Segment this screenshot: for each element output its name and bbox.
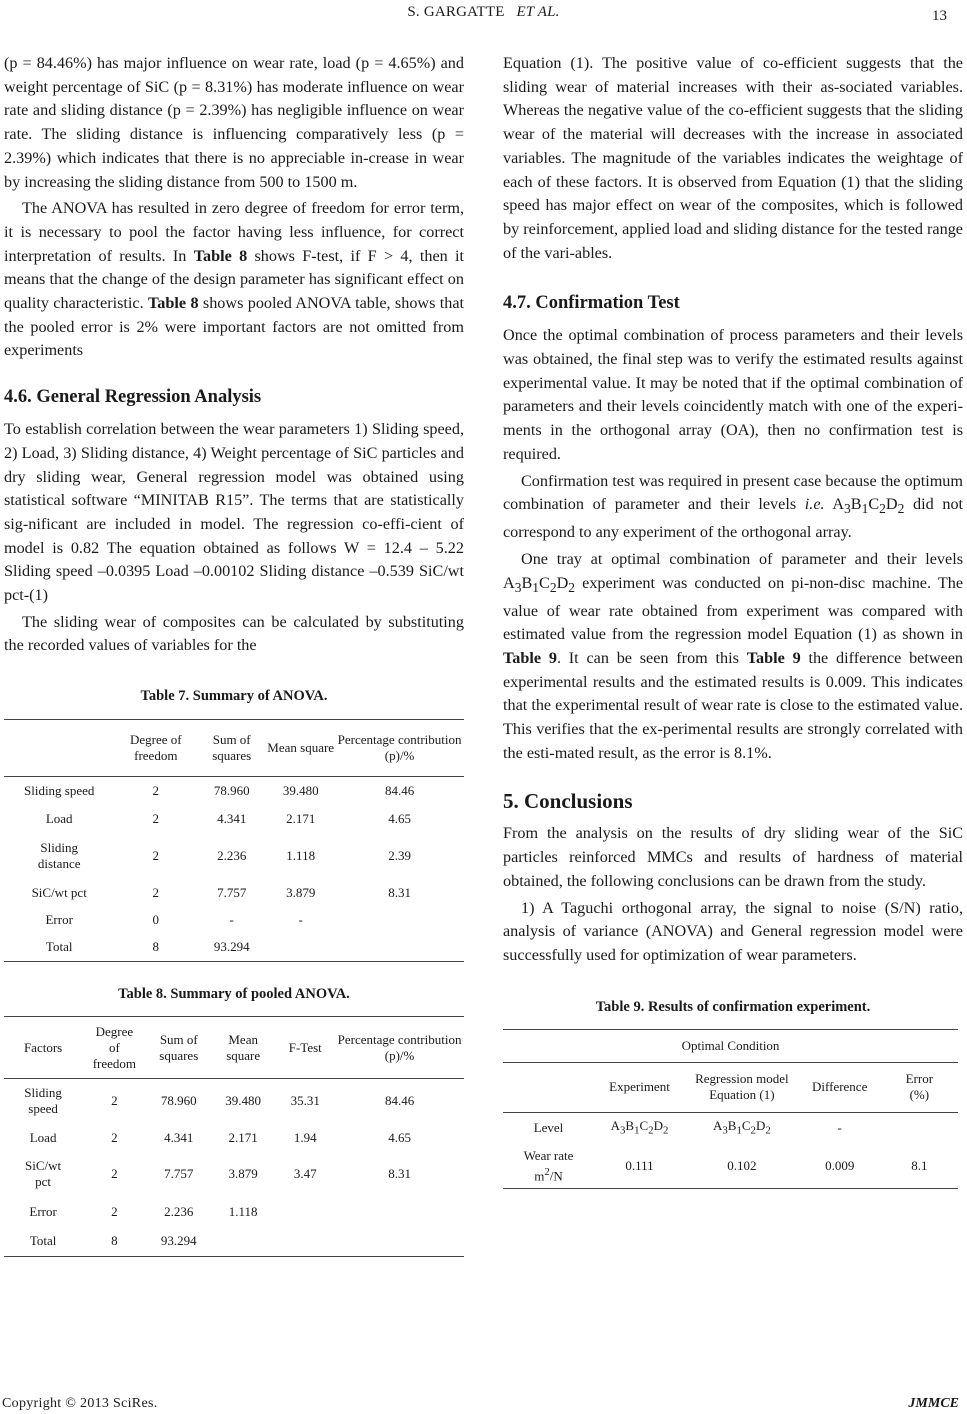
page-footer [0,1396,967,1414]
table-cell: Load [45,810,73,826]
journal-abbreviation: JMMCE [908,1396,959,1411]
table-cell: 84.46 [384,1093,415,1109]
paragraph-conclusions-intro: From the analysis on the results of dry sliding wear of the SiC particles reinforced MMCs and results of hardness of material obtained, the following conclusions can be drawn from the study. [503,824,963,890]
table8 [4,1016,464,1257]
table-cell: 39.480 [225,1093,262,1109]
table-cell: 35.31 [290,1093,320,1109]
table-cell: 3.879 [286,885,316,901]
table-cell [335,1227,464,1257]
page-number: 13 [932,8,947,24]
table-cell: Level [533,1120,564,1136]
table-cell [685,1112,799,1144]
table-cell: 2 [152,885,160,901]
paragraph-substituting: The sliding wear of composites can be calculated by substituting the recorded values of variables for the [4,612,464,655]
optimal-combination [832,495,905,517]
table-cell: 2.171 [286,810,316,826]
factor-c-level: 2 [648,1124,654,1137]
factor-a: A [712,1118,723,1134]
table-cell: Error [45,912,73,928]
table9-ref-1: Table 9 [503,648,557,667]
factor-a-level: 3 [844,501,851,517]
copyright-notice: Copyright © 2013 SciRes. [2,1396,158,1411]
table-cell: 93.294 [197,934,266,962]
table-cell: 4.341 [217,810,247,826]
table7-header-cell: Percentage contribution (p)/% [335,720,464,777]
table8-header-cell: Degree of freedom [82,1017,146,1079]
table-row [503,1144,958,1188]
table8-header-cell: Factors [4,1017,82,1079]
confirm-text-b: did not correspond to any experiment of the orthogonal array. [503,495,964,542]
table-row [4,832,464,880]
table-cell [335,907,464,934]
pooling-text-a: The ANOVA has resulted in zero degree of freedom for error term, it is necessary to pool the factor having less influence, for correct interpretation of results. In [4,199,464,265]
table-row [4,777,464,806]
table-cell: 8.31 [388,1166,411,1182]
right-column [503,52,963,1189]
table-cell [881,1112,958,1144]
factor-d-level: 2 [568,579,576,595]
factor-b-level: 1 [736,1124,742,1137]
table-cell: Error [29,1203,57,1219]
table-cell: SiC/wt pct [31,885,87,901]
pooling-text-b: shows F-test, if F > 4, then it means that the change of the design parameter has significant effect on quality characteristic. [4,246,465,313]
table8-header-row [4,1017,464,1079]
factor-b-level: 1 [532,579,540,595]
table9-group-header: Optimal Condition [503,1029,958,1062]
table-cell: 8.1 [881,1144,958,1188]
table-cell: 2.39 [388,847,411,863]
factor-d: D [885,495,898,514]
wear-rate-label: Wear rate [523,1147,574,1163]
table-cell: - [837,1120,842,1136]
table9-header-cell: Regression model Equation (1) [685,1062,799,1112]
table-cell: 1.118 [286,847,316,863]
author-name: S. GARGATTE [407,4,505,20]
table-row [503,1112,958,1144]
table-cell [335,1197,464,1227]
paragraph-optimal: Once the optimal combination of process parameters and their levels was obtained, the final step was to verify the estimated results against experimental value. It may be noted that if the optimal combination of parameters and their levels coincidently match with one of the experi-ments in the orthogonal array (OA), then no confirmation test is required. [503,326,963,463]
table8-caption: Table 8. Summary of pooled ANOVA. [118,986,350,1003]
pooling-text-c: shows pooled ANOVA table, shows that the pooled error is 2% were important factors are not omitted from experiments [4,294,465,360]
heading-4-6: 4.6. General Regression Analysis [4,387,262,408]
table-cell: 2 [111,1203,118,1219]
table-row [4,806,464,832]
table-cell: 0 [152,912,160,928]
factor-a-level: 3 [722,1124,728,1137]
factor-c-level: 2 [879,501,886,517]
table-cell: 2 [152,847,160,863]
paragraph-equation-coefficients: Equation (1). The positive value of co-efficient suggests that the sliding wear of material increases with their as-sociated variables. Whereas the negative value of the co-efficient suggests that the sliding wear of the material will decreases with the increase in associated variables. The magnitude of the variables indicates the weightage of each of these factors. It is observed from Equation (1) that the sliding speed has major effect on wear of the composites, which is followed by reinforcement, applied load and sliding distance for the tested range of the vari-ables. [503,54,963,262]
table9-header-cell: Error (%) [881,1062,958,1112]
factor-a-level: 3 [619,1124,626,1137]
table-cell: 2.171 [228,1129,258,1145]
paragraph-one-tray [503,548,963,766]
table-cell: Sliding speed [23,783,95,799]
table7-header-cell [4,720,114,777]
table-cell: 78.960 [213,783,250,799]
table8-header-cell: Sum of squares [147,1017,211,1079]
table7 [4,719,464,962]
factor-d-level: 2 [662,1124,669,1137]
table-row [4,934,464,962]
table-cell: 0.111 [594,1144,685,1188]
table-cell: 2 [111,1166,118,1182]
table9-header-cell: Difference [799,1062,881,1112]
table-cell: 93.294 [147,1227,211,1257]
factor-c-level: 2 [750,1124,756,1137]
table-cell: 2 [111,1093,118,1109]
author-etal: ET AL. [516,4,560,20]
factor-d-level: 2 [765,1124,771,1137]
tray-text-c: . It can be seen from this [556,648,739,667]
factor-b: B [625,1118,635,1134]
factor-b-level: 1 [861,501,869,517]
factor-a: A [503,573,515,592]
table-cell: 7.757 [164,1166,194,1182]
table-cell: 4.341 [164,1129,194,1145]
table-cell: - [229,912,234,928]
table-cell: Total [4,1227,82,1257]
table-cell: 3.47 [293,1166,317,1182]
table-cell: 8 [82,1227,146,1257]
table-cell [335,934,464,962]
paragraph-regression: To establish correlation between the wear parameters 1) Sliding speed, 2) Load, 3) Sliding distance, 4) Weight percentage of SiC particles and dry sliding wear, General regression model was obtained using statistical software “MINITAB R15”. The terms that are statistically sig-nificant are included in model. The regression co-effi-cient of model is 0.82 The equation obtained as follows W = 12.4 – 5.22 Sliding speed –0.0395 Load –0.00102 Sliding distance –0.539 SiC/wt pct-(1) [4,420,464,605]
factor-c-level: 2 [549,579,557,595]
table-cell: 0.009 [799,1144,881,1188]
table-cell [503,1144,594,1188]
table9-header-row [503,1062,958,1112]
factor-d-level: 2 [897,501,905,517]
table-cell: 2.236 [164,1203,194,1219]
table9-header-cell [503,1062,594,1112]
table-cell: 3.879 [228,1166,258,1182]
table7-caption: Table 7. Summary of ANOVA. [140,688,328,705]
table-cell: Sliding distance [37,839,81,871]
heading-4-7: 4.7. Confirmation Test [503,293,680,314]
table-cell: - [298,912,303,928]
factor-c: C [868,495,880,514]
table8-ref-1: Table 8 [193,246,248,265]
table-cell: 7.757 [217,885,247,901]
table-cell: 39.480 [282,783,319,799]
paragraph-confirmation-required [503,470,963,545]
factor-b: B [850,495,862,514]
unit-exponent: 2 [544,1165,550,1178]
paragraph-anova-influence: (p = 84.46%) has major influence on wear rate, load (p = 4.65%) and weight percentage of SiC (p = 8.31%) has moderate influence on wear rate and sliding distance (p = 2.39%) has negligible influence on wear rate. The sliding distance is influencing comparatively less (p = 2.39%) which indicates that there is no appreciable in-crease in wear by increasing the sliding distance from 500 to 1500 m. [4,54,464,191]
factor-c: C [741,1118,751,1134]
table-cell: 78.960 [160,1093,197,1109]
table-row [4,1152,464,1197]
heading-5: 5. Conclusions [503,789,633,814]
table-cell: 1.118 [228,1203,258,1219]
table-row [4,1124,464,1152]
paragraph-conclusion-1: 1) A Taguchi orthogonal array, the signal to noise (S/N) ratio, analysis of variance (ANOVA) and General regression model were successfully used for optimization of wear parameters. [503,898,963,964]
table9-caption: Table 9. Results of confirmation experiment. [595,998,871,1015]
table9-ref-2: Table 9 [746,648,801,667]
factor-b: B [727,1118,737,1134]
unit-per-newton: /N [549,1168,563,1184]
confirm-text-a: Confirmation test was required in present case because the optimum combination of parameter and their levels [503,471,963,514]
table-cell: 4.65 [388,1129,411,1145]
table-cell: 8 [114,934,197,962]
table-cell: 84.46 [384,783,415,799]
table9-group-row [503,1029,958,1062]
ie-text: i.e. [804,495,825,514]
factor-b: B [521,573,533,592]
table7-header-row [4,720,464,777]
table7-header-cell: Sum of squares [197,720,266,777]
table-cell [275,1197,335,1227]
table8-ref-2: Table 8 [148,294,199,313]
table-cell: SiC/wt pct [25,1158,62,1190]
factor-c: C [639,1118,649,1134]
table-cell: 2 [152,783,160,799]
table-cell: 8.31 [388,885,411,901]
factor-c: C [539,573,550,592]
table-cell [266,934,335,962]
table-cell: 0.102 [685,1144,799,1188]
table-cell: 2 [152,810,160,826]
table-cell: 1.94 [293,1129,317,1145]
table-cell: Sliding speed [24,1085,62,1117]
table7-header-cell: Mean square [266,720,335,777]
factor-d: D [755,1118,766,1134]
factor-a-level: 3 [514,579,522,595]
table9-header-cell: Experiment [594,1062,685,1112]
table-cell: 2.236 [217,847,247,863]
table-row [4,907,464,934]
table-cell [275,1227,335,1257]
running-head [0,4,967,28]
table8-header-cell: F-Test [275,1017,335,1079]
table-row [4,1079,464,1124]
tray-text-d: the difference between experimental results and the estimated results is 0.009. This indicates that the experimental result of wear rate is close to the estimated value. This verifies that the ex-perimental results are strongly correlated with the esti-mated result, as the error is 8.1%. [503,648,964,762]
table-row [4,880,464,907]
table8-header-cell: Percentage contribution (p)/% [335,1017,464,1079]
factor-a: A [832,495,845,514]
table-cell: Total [4,934,114,962]
unit-m: m [534,1168,545,1184]
left-column [4,52,464,1257]
table-cell: 4.65 [388,810,411,826]
table-cell: Load [29,1129,57,1145]
paragraph-pooling [4,197,464,363]
tray-text-b: experiment was conducted on pi-non-disc machine. The value of wear rate obtained from experiment was compared with estimated value from the regression model Equation (1) as shown in [503,573,964,644]
factor-d: D [653,1118,663,1134]
factor-b-level: 1 [634,1124,640,1137]
table-cell [211,1227,275,1257]
table7-header-cell: Degree of freedom [114,720,197,777]
factor-d: D [556,573,569,592]
optimal-combination [503,573,576,595]
tray-text-a: One tray at optimal combination of parameter and their levels [521,549,963,568]
table-cell [594,1112,685,1144]
table-row [4,1227,464,1257]
factor-a: A [610,1118,620,1134]
table-cell: 2 [111,1129,118,1145]
table-row [4,1197,464,1227]
running-author [0,4,967,21]
table8-header-cell: Mean square [211,1017,275,1079]
table9 [503,1029,958,1189]
